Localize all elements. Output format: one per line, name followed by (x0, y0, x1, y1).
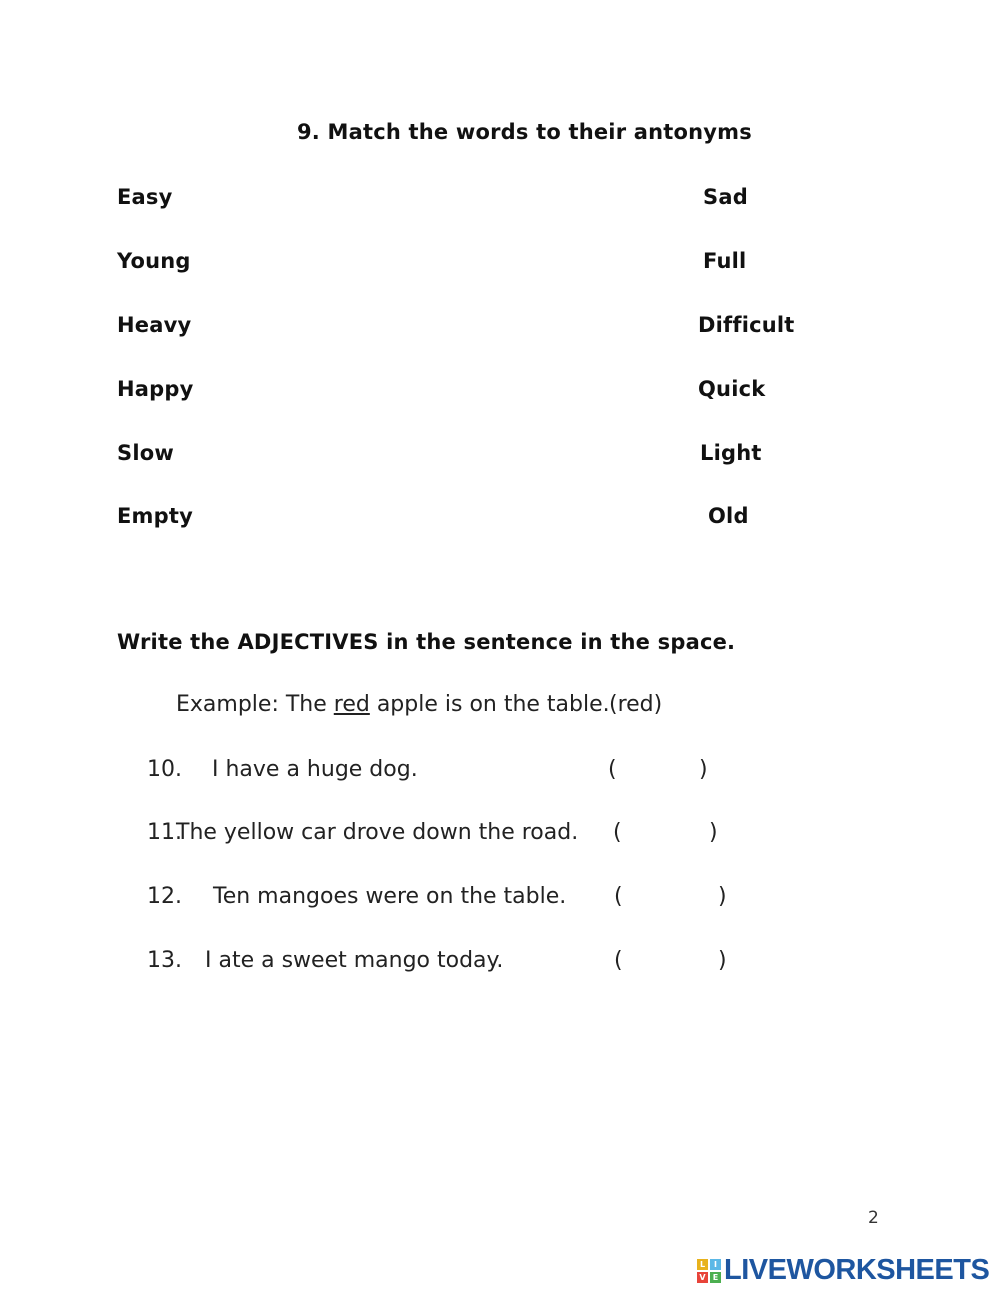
right-word-quick: Quick (698, 377, 766, 401)
question-number: 12. (147, 884, 182, 909)
left-word-heavy: Heavy (117, 313, 192, 337)
answer-paren-open: ( (608, 757, 617, 782)
answer-blank[interactable] (625, 757, 695, 785)
logo-letter: E (710, 1272, 721, 1283)
adjectives-heading: Write the ADJECTIVES in the sentence in the space. (117, 630, 736, 654)
example-sentence (176, 692, 610, 717)
example-answer: (red) (609, 692, 663, 717)
example-underlined-word: red (333, 692, 370, 717)
left-word-young: Young (117, 249, 191, 273)
question-number: 13. (147, 948, 182, 973)
question-number: 11. (147, 820, 182, 845)
question-sentence: I ate a sweet mango today. (205, 948, 504, 973)
question-number: 10. (147, 757, 182, 782)
answer-blank[interactable] (631, 884, 715, 912)
answer-blank[interactable] (630, 820, 705, 848)
answer-paren-close: ) (718, 884, 727, 909)
answer-paren-close: ) (699, 757, 708, 782)
answer-paren-open: ( (614, 884, 623, 909)
match-title: 9. Match the words to their antonyms (297, 120, 752, 144)
logo-letter: L (697, 1259, 708, 1270)
logo-letter: V (697, 1272, 708, 1283)
answer-blank[interactable] (631, 948, 715, 976)
question-sentence: I have a huge dog. (212, 757, 418, 782)
question-sentence: The yellow car drove down the road. (176, 820, 579, 845)
logo-text: LIVEWORKSHEETS (724, 1254, 990, 1286)
answer-paren-close: ) (718, 948, 727, 973)
right-word-sad: Sad (703, 185, 748, 209)
question-sentence: Ten mangoes were on the table. (213, 884, 567, 909)
example-suffix: apple is on the table. (369, 692, 610, 717)
right-word-full: Full (703, 249, 747, 273)
answer-paren-open: ( (613, 820, 622, 845)
left-word-happy: Happy (117, 377, 194, 401)
right-word-light: Light (700, 441, 762, 465)
right-word-old: Old (708, 504, 749, 528)
right-word-difficult: Difficult (698, 313, 795, 337)
logo-mark-icon (697, 1259, 721, 1283)
liveworksheets-logo[interactable] (697, 1254, 989, 1287)
page-number: 2 (868, 1208, 879, 1228)
example-prefix: Example: The (176, 692, 334, 717)
answer-paren-open: ( (614, 948, 623, 973)
left-word-empty: Empty (117, 504, 193, 528)
left-word-easy: Easy (117, 185, 173, 209)
answer-paren-close: ) (709, 820, 718, 845)
logo-letter: I (710, 1259, 721, 1270)
left-word-slow: Slow (117, 441, 174, 465)
